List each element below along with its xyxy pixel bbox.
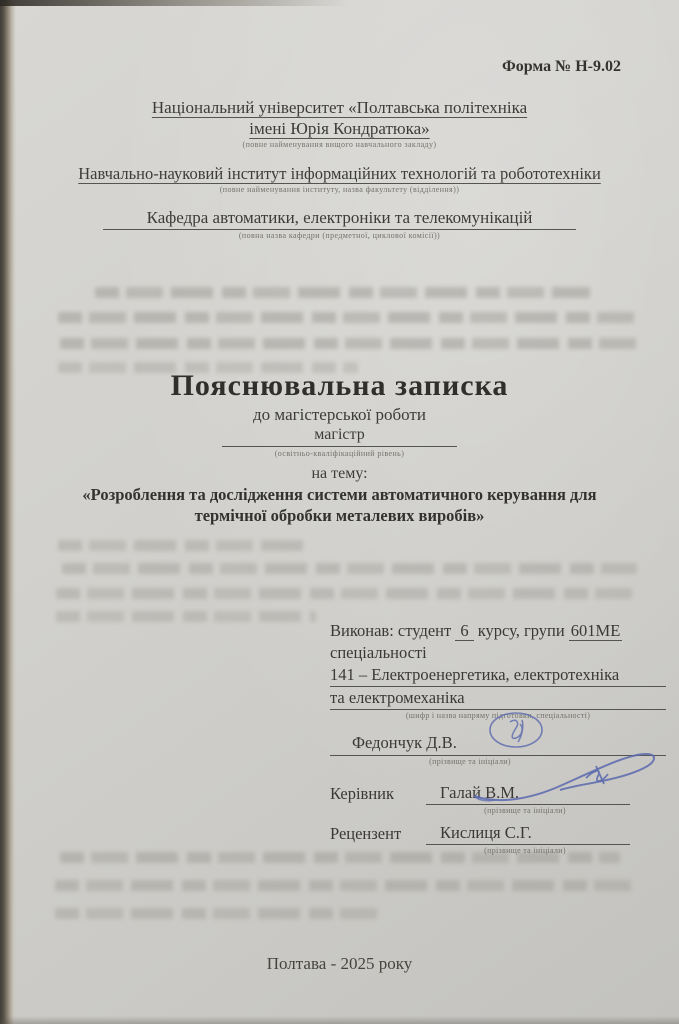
executor-middle: курсу, групи — [477, 621, 565, 640]
speciality-caption: (шифр і назва напряму підготовки, спеціальності) — [405, 711, 591, 720]
university-name-line1: Національний університет «Полтавська політехніка — [151, 98, 528, 117]
speciality-label: спеціальності — [330, 643, 427, 662]
reviewer-caption: (прізвище та ініціали) — [484, 846, 566, 855]
bleed-through-line — [55, 908, 385, 919]
executor-course: 6 — [455, 621, 473, 641]
signature-flourish — [468, 744, 663, 808]
institute-caption: (повне найменування інституту, назва факультету (відділення)) — [219, 185, 460, 194]
executor-group: 601МЕ — [570, 621, 621, 640]
bleed-through-line — [56, 588, 634, 599]
bleed-through-line — [58, 540, 308, 551]
university-name-line2: імені Юрія Кондратюка» — [249, 119, 430, 138]
executor-name: Федончук Д.В. — [352, 733, 457, 752]
scan-edge-bottom — [0, 1016, 679, 1024]
degree-level: магістр — [222, 426, 456, 447]
document-subtitle: до магістерської роботи — [253, 405, 426, 424]
document-title: Пояснювальна записка — [170, 369, 509, 402]
institute-name: Навчально-науковий інститут інформаційних технологій та робототехніки — [78, 164, 601, 183]
topic-title-line1: «Розроблення та дослідження системи автоматичного керування для — [82, 485, 597, 504]
degree-caption: (освітньо-кваліфікаційний рівень) — [274, 449, 405, 458]
reviewer-row — [330, 822, 666, 845]
department-name: Кафедра автоматики, електроніки та телекомунікацій — [103, 208, 577, 230]
supervisor-name: Галай В.М. — [426, 782, 630, 805]
scan-edge-top — [0, 0, 350, 6]
bleed-through-line — [60, 338, 638, 349]
university-caption: (повне найменування вищого навчального закладу) — [242, 140, 437, 149]
speciality-line2: та електромеханіка — [330, 687, 666, 710]
topic-label: на тему: — [311, 465, 368, 482]
executor-line — [330, 620, 666, 642]
reviewer-label: Рецензент — [330, 824, 402, 843]
bleed-through-line — [55, 880, 635, 891]
topic-title-line2: термічної обробки металевих виробів» — [194, 506, 485, 525]
supervisor-caption: (прізвище та ініціали) — [484, 806, 566, 815]
bleed-through-line — [56, 611, 316, 622]
executor-prefix: Виконав: студент — [330, 621, 452, 640]
bleed-through-line — [58, 312, 638, 323]
department-caption: (повна назва кафедри (предметної, циклової комісії)) — [238, 231, 441, 240]
speciality-line1: 141 – Електроенергетика, електротехніка — [330, 664, 666, 687]
form-number: Форма № Н-9.02 — [501, 58, 621, 75]
bleed-through-line — [95, 287, 590, 298]
reviewer-name: Кислиця С.Г. — [426, 822, 630, 845]
footer-city-year: Полтава - 2025 року — [266, 954, 413, 973]
supervisor-label: Керівник — [330, 784, 395, 803]
bleed-through-line — [62, 563, 637, 574]
executor-name-caption: (прізвище та ініціали) — [429, 757, 511, 766]
